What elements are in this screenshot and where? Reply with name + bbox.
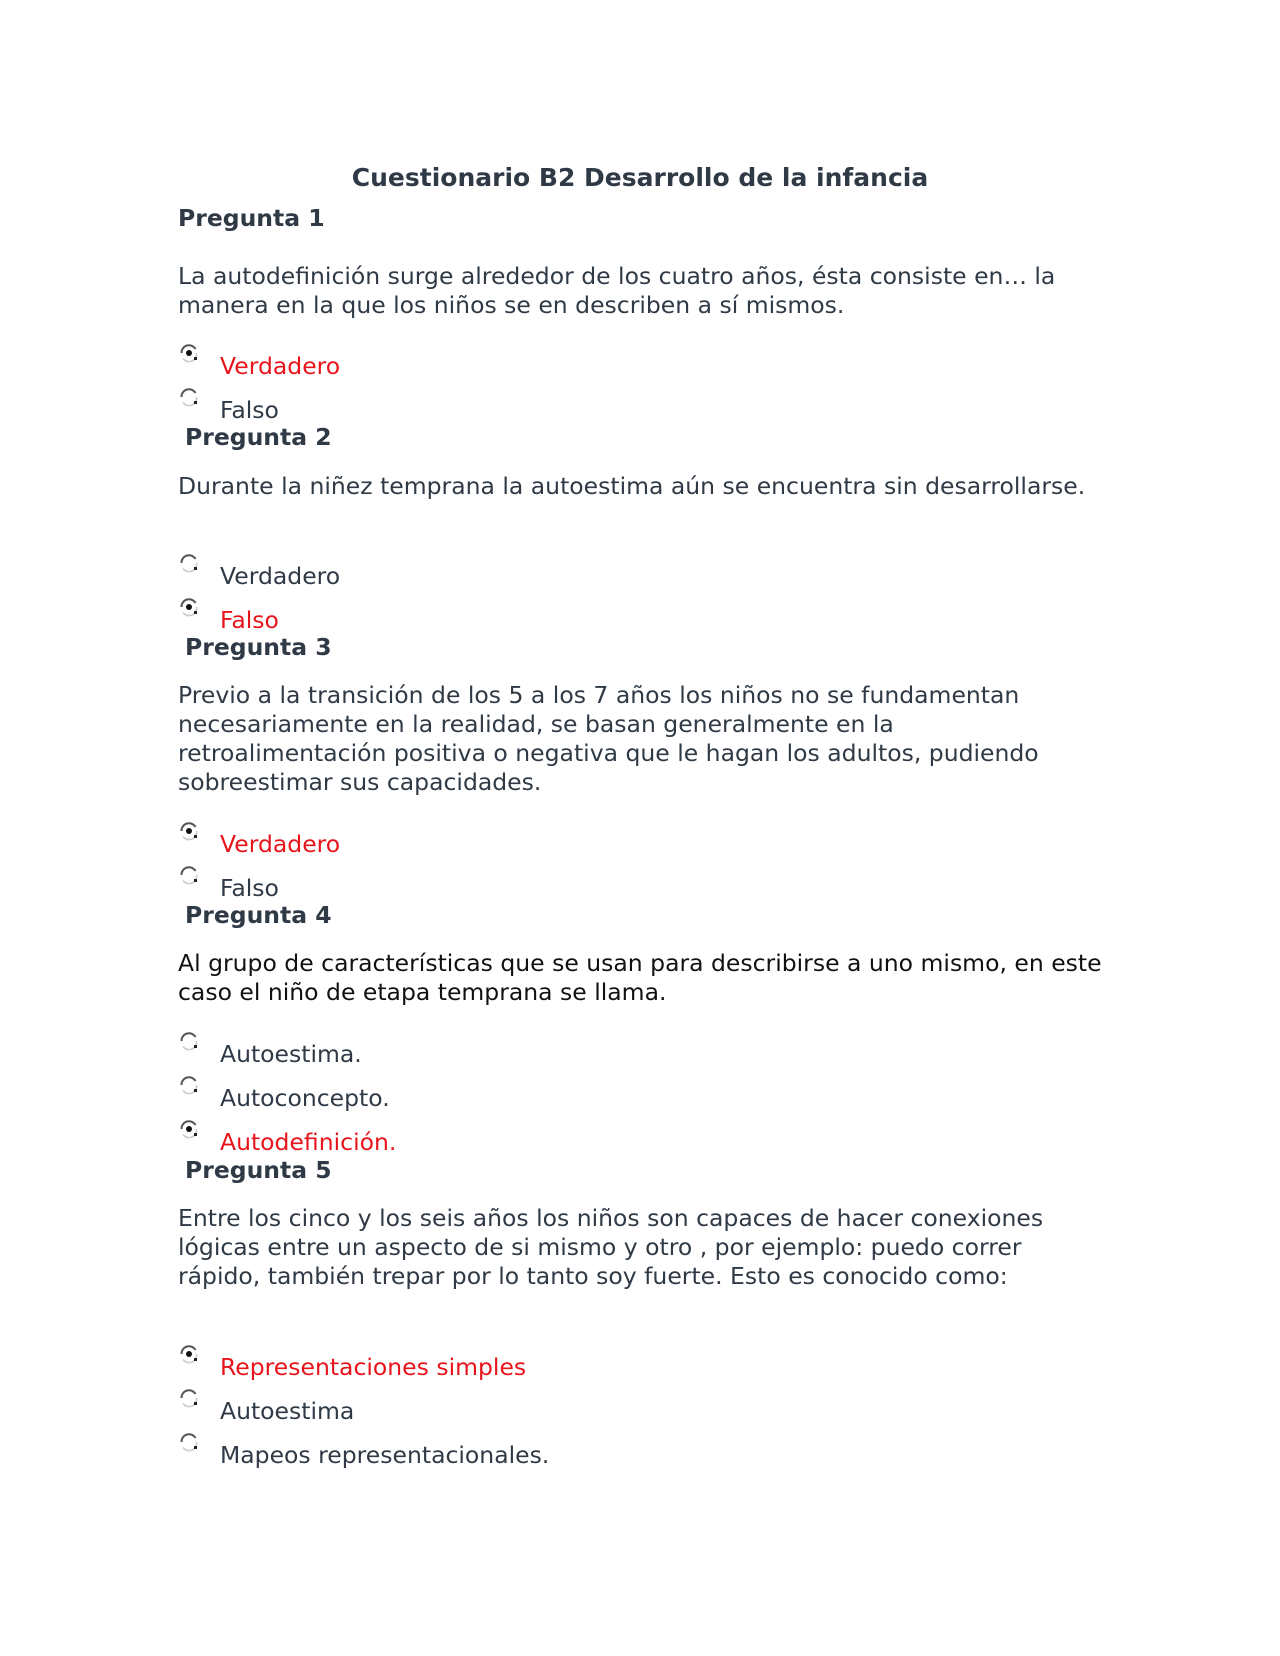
option-label: Falso xyxy=(220,606,279,634)
option-label: Representaciones simples xyxy=(220,1353,527,1381)
radio-unselected-icon[interactable] xyxy=(178,864,200,886)
radio-selected-icon[interactable] xyxy=(178,1343,200,1365)
radio-selected-icon[interactable] xyxy=(178,1118,200,1140)
option-label: Falso xyxy=(220,874,279,902)
question-5-text: Entre los cinco y los seis años los niños son capaces de hacer conexiones lógicas entre un aspecto de si mismo y otro , por ejemplo: puedo correr rápido, también trepar por lo tanto soy fuerte. Esto es conocido como: xyxy=(178,1204,1044,1290)
option-label: Falso xyxy=(220,396,279,424)
question-1-text: La autodefinición surge alrededor de los cuatro años, ésta consiste en… la manera en la que los niños se en describen a sí mismos. xyxy=(178,262,1056,319)
option-label: Autoestima. xyxy=(220,1040,362,1068)
option-label: Verdadero xyxy=(220,562,341,590)
question-4-heading: Pregunta 4 xyxy=(185,901,332,929)
option-label: Autodefinición. xyxy=(220,1128,397,1156)
question-2-text: Durante la niñez temprana la autoestima aún se encuentra sin desarrollarse. xyxy=(178,472,1086,500)
question-3-heading: Pregunta 3 xyxy=(185,633,332,661)
option-label: Autoconcepto. xyxy=(220,1084,390,1112)
question-1-heading: Pregunta 1 xyxy=(178,204,325,232)
option-label: Verdadero xyxy=(220,830,341,858)
radio-selected-icon[interactable] xyxy=(178,596,200,618)
page-title: Cuestionario B2 Desarrollo de la infancia xyxy=(351,163,929,192)
question-4-text: Al grupo de características que se usan para describirse a uno mismo, en este caso el niño de etapa temprana se llama. xyxy=(178,949,1102,1006)
option-label: Mapeos representacionales. xyxy=(220,1441,550,1469)
question-3-text: Previo a la transición de los 5 a los 7 años los niños no se fundamentan necesariamente en la realidad, se basan generalmente en la retroalimentación positiva o negativa que le hagan los adultos, pudiendo sobreestimar sus capacidades. xyxy=(178,681,1039,796)
radio-unselected-icon[interactable] xyxy=(178,552,200,574)
radio-unselected-icon[interactable] xyxy=(178,1074,200,1096)
radio-unselected-icon[interactable] xyxy=(178,1387,200,1409)
radio-unselected-icon[interactable] xyxy=(178,1431,200,1453)
option-label: Verdadero xyxy=(220,352,341,380)
radio-selected-icon[interactable] xyxy=(178,342,200,364)
question-5-heading: Pregunta 5 xyxy=(185,1156,332,1184)
radio-unselected-icon[interactable] xyxy=(178,1030,200,1052)
option-label: Autoestima xyxy=(220,1397,355,1425)
radio-selected-icon[interactable] xyxy=(178,820,200,842)
question-2-heading: Pregunta 2 xyxy=(185,423,332,451)
radio-unselected-icon[interactable] xyxy=(178,386,200,408)
